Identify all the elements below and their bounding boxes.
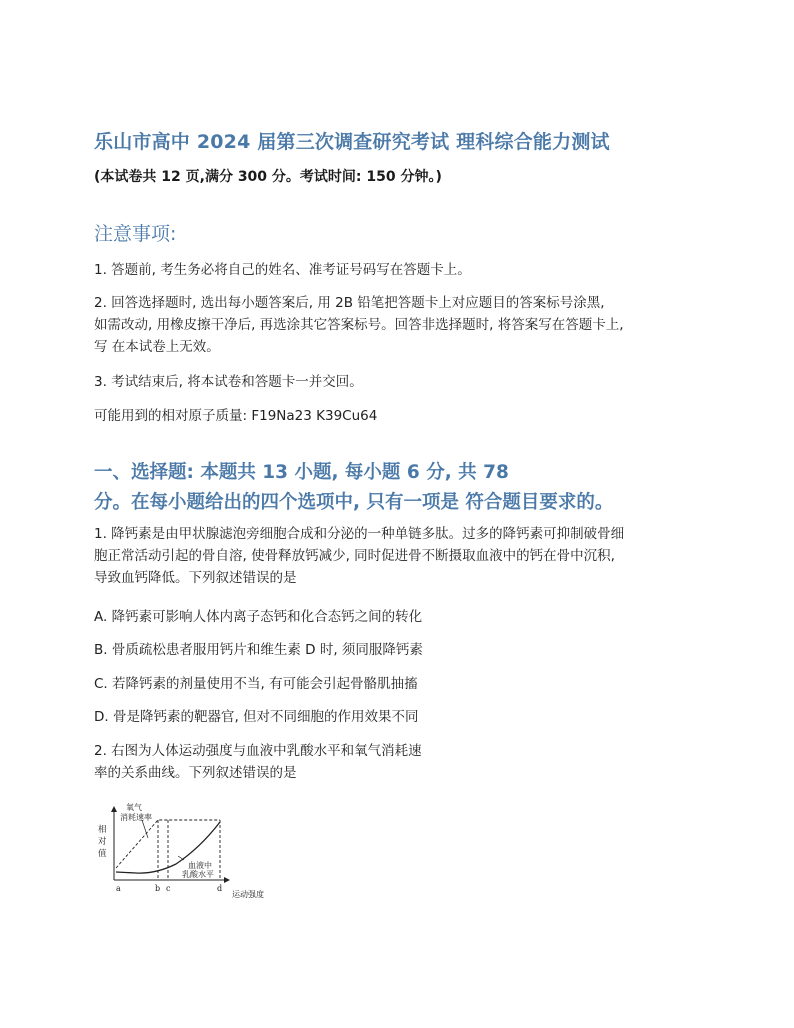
atomic-mass-line: 可能用到的相对原子质量: F19Na23 K39Cu64 <box>94 408 378 424</box>
oxygen-label-2: 消耗速率 <box>120 813 152 822</box>
tick-b: b <box>155 884 161 893</box>
lactate-label-2: 乳酸水平 <box>182 870 214 879</box>
y-axis-arrow <box>111 806 117 812</box>
ylabel-1: 相 <box>98 825 107 835</box>
xlabel: 运动强度 <box>232 890 264 899</box>
tick-c: c <box>166 884 171 893</box>
question-2-stem: 2. 右图为人体运动强度与血液中乳酸水平和氧气消耗速 率的关系曲线。下列叙述错误的是 <box>94 743 422 781</box>
notice-item-1: 1. 答题前, 考生务必将自己的姓名、准考证号码写在答题卡上。 <box>94 262 471 278</box>
question-1-option-d: D. 骨是降钙素的靶器官, 但对不同细胞的作用效果不同 <box>94 709 419 725</box>
section-heading: 一、选择题: 本题共 13 小题, 每小题 6 分, 共 78 分。在每小题给出的四个选项中, 只有一项是 符合题目要求的。 <box>94 462 614 513</box>
notice-item-2: 2. 回答选择题时, 选出每小题答案后, 用 2B 铅笔把答题卡上对应题目的答案标号涂黑, 如需改动, 用橡皮擦干净后, 再选涂其它答案标号。回答非选择题时, 将答案写在答题卡上, 写 在本试卷上无效。 <box>94 295 624 355</box>
notice-item-3: 3. 考试结束后, 将本试卷和答题卡一并交回。 <box>94 374 363 390</box>
tick-d: d <box>217 884 223 893</box>
tick-a: a <box>116 884 121 893</box>
oxygen-label-1: 氧气 <box>126 803 142 812</box>
ylabel-2: 对 <box>98 837 107 847</box>
question-1-stem: 1. 降钙素是由甲状腺滤泡旁细胞合成和分泌的一种单链多肽。过多的降钙素可抑制破骨细 胞正常活动引起的骨自溶, 使骨释放钙减少, 同时促进骨不断摄取血液中的钙在骨中沉积, 导致血钙降低。下列叙述错误的是 <box>94 526 625 586</box>
notice-heading: 注意事项: <box>94 223 177 245</box>
x-axis-arrow <box>224 877 230 883</box>
ylabel-3: 值 <box>98 849 107 859</box>
question-1-option-c: C. 若降钙素的剂量使用不当, 有可能会引起骨骼肌抽搐 <box>94 676 418 692</box>
question-1-option-a: A. 降钙素可影响人体内离子态钙和化合态钙之间的转化 <box>94 609 423 625</box>
exam-info: (本试卷共 12 页,满分 300 分。考试时间: 150 分钟。) <box>94 169 442 185</box>
exercise-intensity-figure <box>96 798 286 902</box>
oxygen-leader <box>142 820 148 838</box>
page-title: 乐山市高中 2024 届第三次调查研究考试 理科综合能力测试 <box>94 131 610 153</box>
lactate-label-1: 血液中 <box>188 861 212 870</box>
question-1-option-b: B. 骨质疏松患者服用钙片和维生素 D 时, 须同服降钙素 <box>94 642 423 658</box>
lactate-leader <box>178 856 184 860</box>
